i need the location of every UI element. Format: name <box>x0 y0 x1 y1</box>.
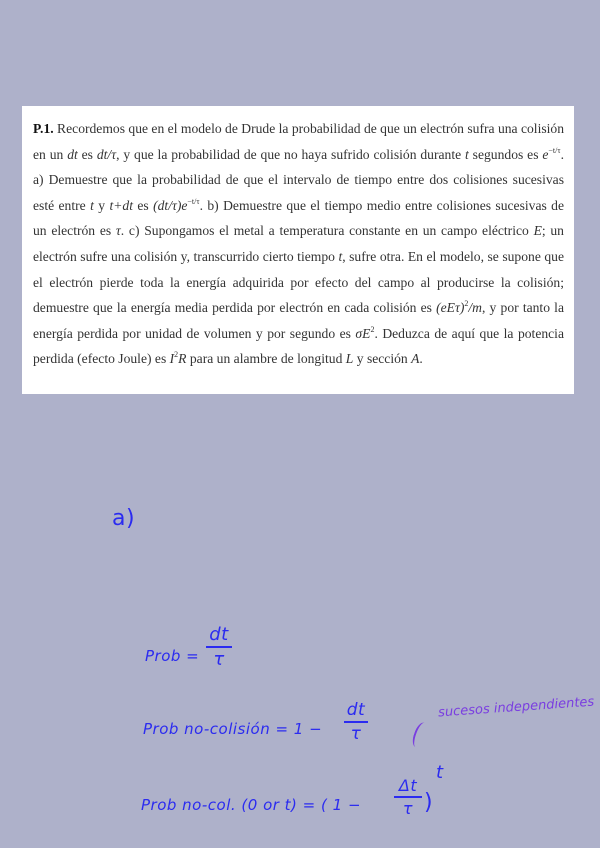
fraction-denominator: τ <box>402 799 414 818</box>
math-R: R <box>178 351 187 367</box>
math-t: t <box>338 248 343 264</box>
fraction-numerator: dt <box>346 700 366 720</box>
fraction-bar <box>206 646 232 648</box>
fraction-denominator: τ <box>350 724 362 744</box>
text-run: y <box>93 197 110 213</box>
fraction-numerator: Δt <box>398 776 418 795</box>
math-square: 2 <box>174 350 179 360</box>
math-e: e <box>542 146 549 162</box>
problem-text <box>33 116 564 372</box>
math-prob-expression: (dt/τ)e <box>153 197 188 213</box>
no-collision-line-label: Prob no-colisión = 1 − <box>143 720 323 738</box>
math-dt: dt <box>67 146 78 162</box>
text-run: y sección <box>353 351 412 367</box>
math-exponent: −t/τ <box>548 145 561 155</box>
no-collision-interval-label: Prob no-col. (0 or t) = ( 1 − <box>141 796 362 814</box>
text-run: es <box>77 146 97 162</box>
text-run: para un alambre de longitud <box>186 351 346 367</box>
fraction-bar <box>394 796 422 798</box>
math-energy-expression: (eEτ) <box>436 300 465 316</box>
side-note: sucesos independientes <box>437 694 595 721</box>
text-run: segundos es <box>468 146 543 162</box>
problem-label: P.1. <box>33 121 54 136</box>
prob-line-label: Prob = <box>145 647 200 665</box>
math-E: E <box>533 223 542 239</box>
math-A: A <box>411 351 420 367</box>
math-exponent: −t/τ <box>187 196 200 206</box>
side-note-stroke <box>410 721 430 750</box>
prob-line-fraction <box>206 624 232 670</box>
text-run: . c) Supongamos el metal a temperatura constante en un campo eléctrico <box>120 223 534 239</box>
text-run: , y que la probabilidad de que no haya sufrido colisión durante <box>116 146 466 162</box>
math-dt-over-tau: dt/τ <box>96 146 117 162</box>
text-run: . a) Demuestre que la probabilidad de que el intervalo de tiempo entre dos colisiones sucesivas esté entre <box>33 146 564 213</box>
text-run: , sufre otra. En el modelo, se supone que el electrón pierde toda la energía adquirida por efecto del campo al producirse la colisión; demuestre que la energía media perdida por electrón en cada colisión es <box>33 248 564 316</box>
math-I: I <box>169 351 175 367</box>
problem-statement-card <box>22 106 574 394</box>
text-run: , y por tanto la energía perdida por unidad de volumen y por segundo es <box>33 300 564 341</box>
text-run: . b) Demuestre que el tiempo medio entre colisiones sucesivas de un electrón es <box>33 197 565 239</box>
math-t-plus-dt: t+dt <box>109 197 133 213</box>
math-tau: τ <box>115 223 121 239</box>
math-t: t <box>465 146 469 162</box>
math-square: 2 <box>464 299 469 309</box>
math-sigma-E: σE <box>355 325 371 341</box>
closing-paren: ) <box>424 790 434 815</box>
fraction-denominator: τ <box>213 649 225 670</box>
exponent-t: t <box>436 762 444 783</box>
text-run: . <box>419 351 423 367</box>
math-L: L <box>345 351 354 367</box>
text-run: Recordemos que en el modelo de Drude la probabilidad de que un electrón sufra una colisión en un <box>33 121 565 162</box>
text-run: es <box>133 197 154 213</box>
no-collision-interval-fraction <box>394 776 422 818</box>
fraction-bar <box>344 721 368 723</box>
part-a-label: a) <box>112 506 136 531</box>
text-run: . Deduzca de aquí que la potencia perdida (efecto Joule) es <box>33 325 564 367</box>
math-t: t <box>90 197 94 213</box>
text-run: ; un electrón sufre una colisión y, transcurrido cierto tiempo <box>33 223 564 264</box>
no-collision-fraction <box>344 700 368 744</box>
fraction-numerator: dt <box>209 624 229 645</box>
math-square: 2 <box>370 324 375 334</box>
math-over-m: /m <box>468 300 482 316</box>
